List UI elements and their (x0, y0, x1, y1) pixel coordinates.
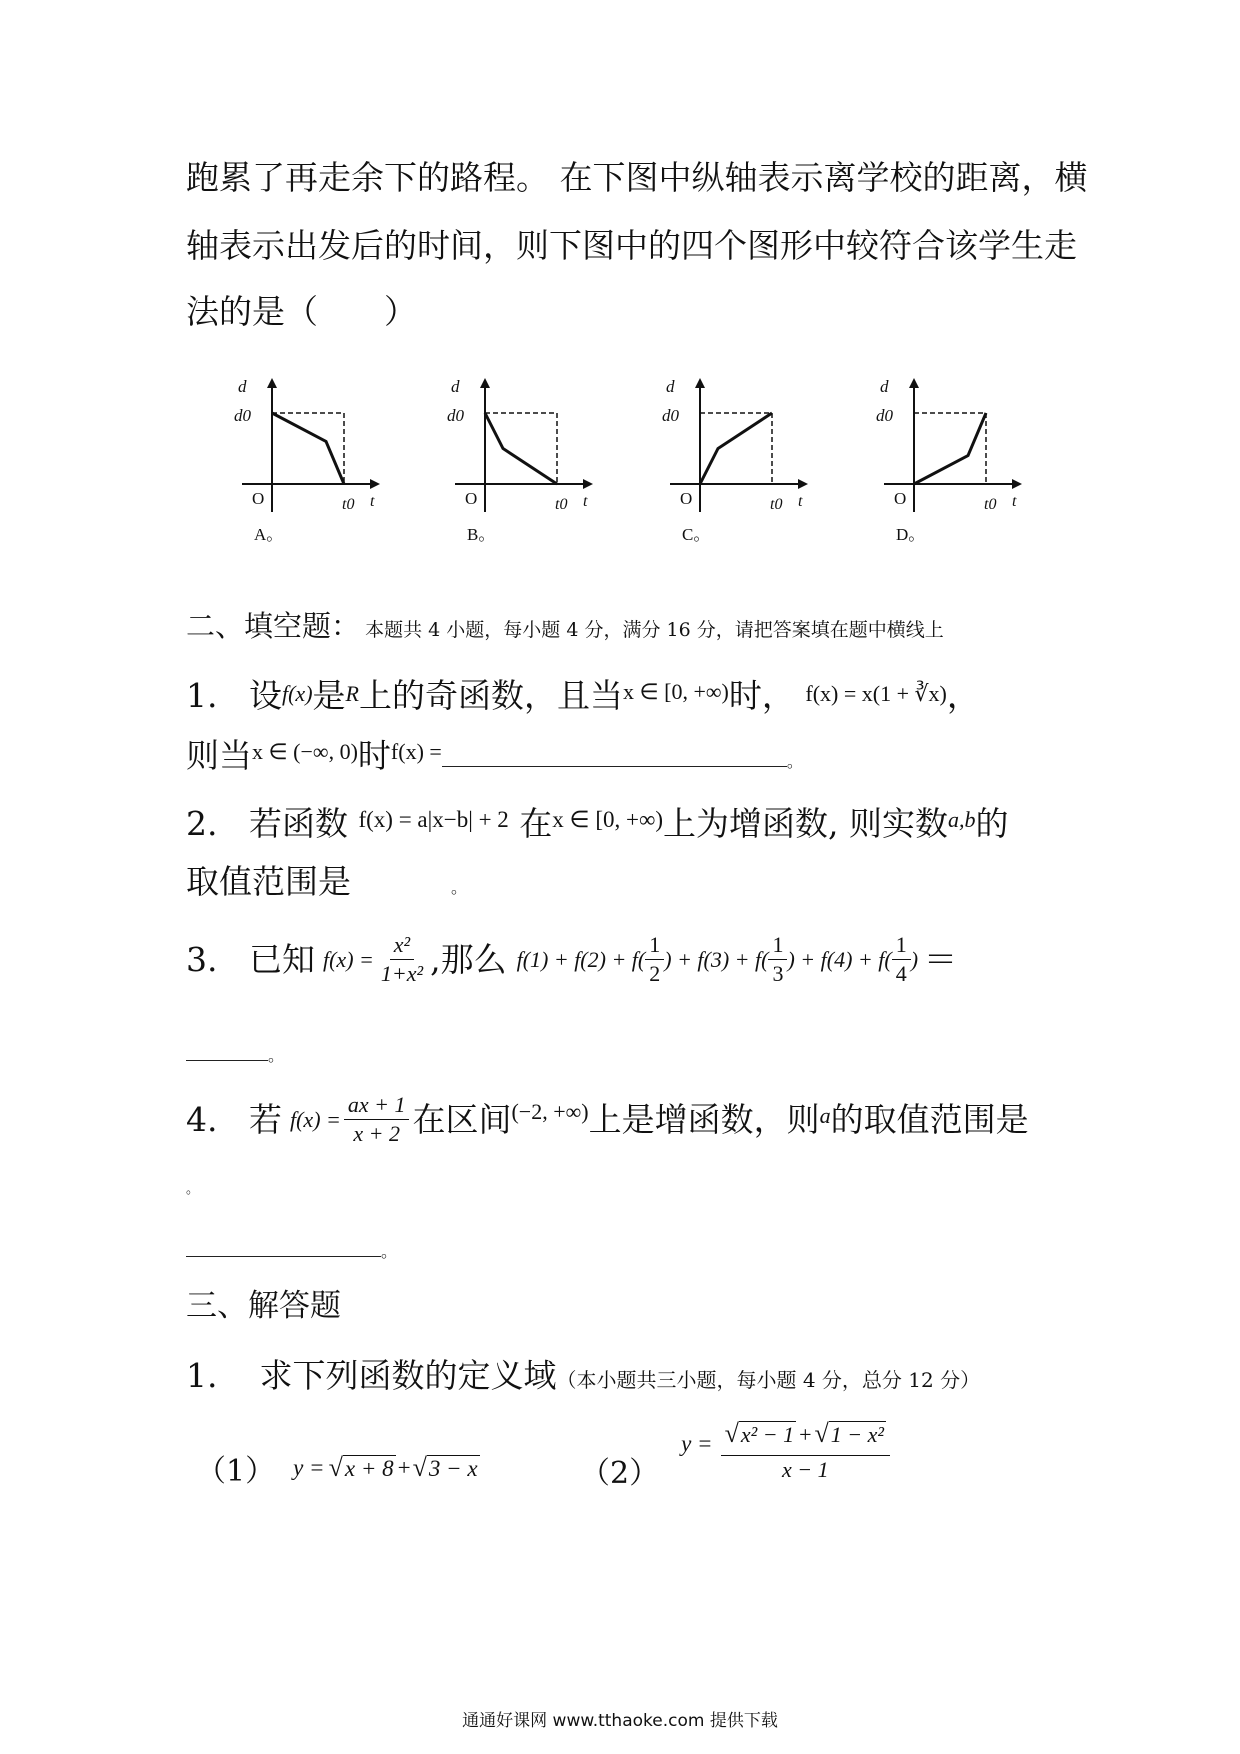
t0-label: t0 (770, 496, 783, 513)
q1-text-3: 上的奇函数，且当 (358, 676, 623, 715)
s3q1-p2-denominator: x − 1 (781, 1457, 829, 1482)
q4-numerator: ax + 1 (344, 1092, 410, 1120)
q1-text-6: 时 (357, 736, 391, 775)
s3q1-p2-radicand-1: x² − 1 (740, 1422, 795, 1447)
q2-end: 。 (451, 878, 468, 897)
q1-end: 。 (786, 752, 803, 771)
question-3-line-2 (186, 1030, 284, 1076)
q3-denominator: 1+x² (380, 961, 424, 986)
graph-a (234, 377, 432, 572)
distance-time-curve (700, 413, 772, 484)
origin-label: O (894, 489, 907, 508)
q3-equals: ＝ (924, 939, 958, 979)
footer-text: 通通好课网 www.tthaoke.com 提供下载 (462, 1711, 778, 1731)
axis-y-label: d (238, 377, 247, 396)
q4-lhs: f(x) = (289, 1106, 341, 1132)
q1-answer-blank[interactable] (442, 766, 787, 767)
q3-number: 3. (186, 939, 218, 979)
origin-label: O (465, 489, 478, 508)
q4-text-3: 上是增函数，则 (588, 1099, 820, 1139)
question-1-line-1 (186, 672, 980, 716)
d0-label: d0 (447, 406, 464, 425)
axis-y-label: d (451, 377, 460, 396)
q1-text-5: 则当 (186, 736, 252, 775)
graph-b-svg (447, 377, 645, 568)
q2-domain: x ∈ [0, +∞) (552, 807, 664, 832)
option-label: B。 (467, 525, 496, 544)
s3q1-text: 求下列函数的定义域 (259, 1356, 557, 1395)
s3q1-part-1 (196, 1446, 480, 1490)
question-2-line-1 (186, 800, 1009, 844)
q3-half-den: 2 (649, 961, 661, 986)
q1-domain-1: x ∈ [0, +∞) (622, 679, 729, 704)
q1-text-1: 设 (248, 676, 282, 715)
s3q1-p2-y: y = (681, 1431, 713, 1456)
t0-label: t0 (342, 496, 355, 513)
q4-number: 4. (186, 1099, 218, 1139)
section-2-heading (186, 606, 944, 646)
q3-fraction (377, 932, 427, 987)
s3q1-p1-plus: + (397, 1455, 411, 1480)
question-3-line-1 (186, 932, 957, 987)
sqrt-icon: √ (724, 1419, 739, 1448)
s3q1-p2-numerator (721, 1417, 890, 1456)
q4-interval: (−2, +∞) (511, 1098, 589, 1124)
q3-half (645, 932, 664, 987)
s3q1-p2-label: （2） (580, 1456, 660, 1491)
s3q1-p1-radicand-1: x + 8 (344, 1455, 394, 1481)
q3-sum-b: ) + f(3) + f( (664, 946, 769, 972)
q2-vars: a,b (948, 807, 976, 832)
q1-R: R (345, 681, 359, 706)
d0-label: d0 (662, 406, 679, 425)
q4-answer-blank[interactable] (186, 1256, 381, 1257)
problem-text-line-2: 轴表示出发后的时间，则下图中的四个图形中较符合该学生走 (186, 226, 1077, 265)
option-label: A。 (254, 525, 284, 544)
sqrt-icon: √ (412, 1453, 427, 1482)
q3-quarter-den: 4 (895, 961, 907, 986)
graph-c (662, 377, 860, 572)
origin-label: O (680, 489, 693, 508)
t0-label: t0 (555, 496, 568, 513)
q2-number: 2. (186, 804, 218, 843)
q1-fx: f(x) (281, 681, 313, 706)
s3q1-p2-fraction (721, 1417, 890, 1483)
axis-x-label: t (370, 493, 375, 510)
question-2-line-2 (186, 862, 467, 908)
s3q1-note: （本小题共三小题，每小题 4 分，总分 12 分） (556, 1368, 981, 1392)
d0-label: d0 (876, 406, 893, 425)
q4-dot: 。 (186, 1182, 200, 1197)
axis-x-label: t (1012, 493, 1017, 510)
q3-lhs: f(x) = (322, 946, 374, 972)
axis-y-label: d (666, 377, 675, 396)
graph-c-svg (662, 377, 860, 568)
distance-time-curve (485, 413, 557, 484)
q1-text-2: 是 (312, 676, 346, 715)
q4-var: a (819, 1102, 831, 1128)
sqrt-icon: √ (328, 1453, 343, 1482)
q3-answer-blank[interactable] (186, 1060, 268, 1061)
q4-denominator: x + 2 (353, 1121, 400, 1146)
q2-text-2: 在 (519, 804, 553, 843)
q2-text-1: 若函数 (248, 804, 348, 843)
d0-label: d0 (234, 406, 251, 425)
graph-d (876, 377, 1074, 572)
q1-comma: ， (946, 676, 980, 715)
axis-y-label: d (880, 377, 889, 396)
s3q1-p2-plus: + (799, 1422, 812, 1447)
question-1-line-2 (186, 732, 803, 782)
q1-fx-eq: f(x) = (390, 739, 442, 764)
q3-third-den: 3 (772, 961, 784, 986)
section-2-title: 二、填空题： (186, 609, 361, 643)
q1-domain-2: x ∈ (−∞, 0) (252, 739, 358, 764)
s3q1-p1-label: （1） (196, 1454, 276, 1489)
s3q1-number: 1. (186, 1356, 218, 1395)
question-4-line-1 (186, 1092, 1029, 1147)
problem-text-line-1: 跑累了再走余下的路程。 在下图中纵轴表示离学校的距离，横 (186, 158, 1088, 197)
graph-b (447, 377, 645, 572)
q3-sum-a: f(1) + f(2) + f( (516, 946, 646, 972)
option-label: C。 (682, 525, 711, 544)
q4-text-1: 若 (248, 1099, 282, 1139)
axis-x-label: t (798, 493, 803, 510)
s3q1-p2-radicand-2: 1 − x² (830, 1422, 884, 1447)
section-3-title: 三、解答题 (186, 1288, 341, 1324)
q3-end: 。 (268, 1046, 285, 1065)
q3-third-num: 1 (768, 932, 787, 960)
q4-text-2: 在区间 (412, 1099, 512, 1139)
q2-expression: f(x) = a|x−b| + 2 (358, 807, 509, 832)
q3-sum-d: ) (910, 946, 919, 972)
q4-fraction (344, 1092, 410, 1147)
q3-quarter (892, 932, 911, 987)
problem-text-line-3: 法的是（ ） (186, 292, 417, 331)
graph-a-svg (234, 377, 432, 568)
q3-third (768, 932, 787, 987)
q3-sum-c: ) + f(4) + f( (787, 946, 892, 972)
origin-label: O (252, 489, 265, 508)
q1-number: 1. (186, 676, 218, 715)
question-4-line-2 (186, 1226, 397, 1272)
q3-numerator: x² (390, 932, 414, 960)
distance-time-curve (914, 413, 986, 484)
q3-text-1: 已知 (248, 939, 315, 979)
q3-text-2: ,那么 (430, 939, 507, 979)
q4-end: 。 (381, 1242, 398, 1261)
q2-text-4: 的 (975, 804, 1009, 843)
q1-expression: f(x) = x(1 + ∛x) (805, 681, 947, 706)
section-2-note: 本题共 4 小题，每小题 4 分，满分 16 分，请把答案填在题中横线上 (365, 619, 944, 641)
axis-x-label: t (583, 493, 588, 510)
option-label: D。 (896, 525, 926, 544)
q2-text-3: 上为增函数, 则实数 (663, 804, 949, 843)
q4-text-4: 的取值范围是 (830, 1099, 1029, 1139)
q1-text-4: 时， (728, 676, 795, 715)
s3q1-part-2 (580, 1408, 893, 1492)
distance-time-curve (272, 413, 344, 484)
q3-half-num: 1 (645, 932, 664, 960)
sqrt-icon: √ (814, 1419, 829, 1448)
q3-quarter-num: 1 (892, 932, 911, 960)
s3q1-p1-y: y = (293, 1455, 325, 1480)
t0-label: t0 (984, 496, 997, 513)
q2-text-5: 取值范围是 (186, 862, 351, 901)
section-3-question-1 (186, 1356, 980, 1400)
s3q1-p1-radicand-2: 3 − x (428, 1455, 478, 1481)
graph-d-svg (876, 377, 1074, 568)
